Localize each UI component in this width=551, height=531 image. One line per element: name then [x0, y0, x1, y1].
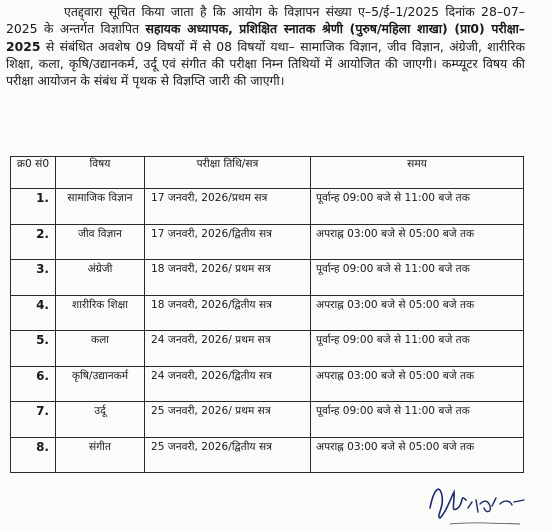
- serial-cell: 7.: [11, 402, 56, 438]
- subject-cell: उर्दू: [56, 402, 145, 438]
- table-row: [11, 295, 524, 331]
- header-subject: विषय: [56, 157, 145, 189]
- table-row: [11, 366, 524, 402]
- date-cell: 17 जनवरी, 2026/द्वितीय सत्र: [145, 224, 311, 260]
- serial-cell: 8.: [11, 437, 56, 473]
- time-cell: पूर्वान्ह 09:00 बजे से 11:00 बजे तक: [311, 189, 524, 225]
- subject-cell: शारीरिक शिक्षा: [56, 295, 145, 331]
- serial-cell: 4.: [11, 295, 56, 331]
- table-row: [11, 437, 524, 473]
- notice-exam-name: प्रशिक्षित स्नातक श्रेणी (पुरुष/महिला शाखा) (प्रा0) परीक्षा–2025: [6, 21, 525, 54]
- table-row: [11, 331, 524, 367]
- notice-line1: एतद्द्वारा सूचित किया जाता है कि आयोग के विज्ञापन संख्या: [64, 4, 352, 19]
- table-row: [11, 189, 524, 225]
- date-cell: 17 जनवरी, 2026/प्रथम सत्र: [145, 189, 311, 225]
- notice-paragraph: [6, 3, 525, 89]
- date-cell: 18 जनवरी, 2026/ प्रथम सत्र: [145, 260, 311, 296]
- date-cell: 25 जनवरी, 2026/ प्रथम सत्र: [145, 402, 311, 438]
- subject-cell: कृषि/उद्यानकर्म: [56, 366, 145, 402]
- notice-body: अवशेष 09 विषयों में से 08 विषयों यथा– सामाजिक विज्ञान, जीव विज्ञान, अंग्रेजी, शारीरिक शिक्षा, कला, कृषि/उद्यानकर्म, उर्दू एवं संगीत की परीक्षा निम्न तिथियों में आयोजित की जाएगी। कम्प्यूटर विषय की परीक्षा आयोजन के संबंध में पृथक से विज्ञप्ति जारी की जाएगी।: [6, 38, 525, 89]
- time-cell: अपराह्न 03:00 बजे से 05:00 बजे तक: [311, 437, 524, 473]
- serial-cell: 3.: [11, 260, 56, 296]
- notice-post-name: सहायक अध्यापक,: [145, 21, 233, 37]
- time-cell: पूर्वान्ह 09:00 बजे से 11:00 बजे तक: [311, 402, 524, 438]
- header-serial: क्र0 सं0: [11, 157, 56, 189]
- serial-cell: 2.: [11, 224, 56, 260]
- table-row: [11, 224, 524, 260]
- date-cell: 18 जनवरी, 2026/द्वितीय सत्र: [145, 295, 311, 331]
- serial-cell: 6.: [11, 366, 56, 402]
- time-cell: अपराह्न 03:00 बजे से 05:00 बजे तक: [311, 366, 524, 402]
- serial-cell: 5.: [11, 331, 56, 367]
- date-cell: 25 जनवरी, 2026/द्वितीय सत्र: [145, 437, 311, 473]
- header-time: समय: [311, 157, 524, 189]
- handwritten-signature: [420, 478, 530, 528]
- subject-cell: कला: [56, 331, 145, 367]
- time-cell: पूर्वान्ह 09:00 बजे से 11:00 बजे तक: [311, 260, 524, 296]
- subject-cell: जीव विज्ञान: [56, 224, 145, 260]
- table-row: [11, 260, 524, 296]
- subject-cell: अंग्रेजी: [56, 260, 145, 296]
- date-cell: 24 जनवरी, 2026/द्वितीय सत्र: [145, 366, 311, 402]
- notice-line3: से संबंधित: [45, 38, 93, 54]
- subject-cell: संगीत: [56, 437, 145, 473]
- subject-cell: सामाजिक विज्ञान: [56, 189, 145, 225]
- exam-schedule-table: [10, 156, 524, 473]
- serial-cell: 1.: [11, 189, 56, 225]
- table-row: [11, 402, 524, 438]
- table-header-row: [11, 157, 524, 189]
- header-date-session: परीक्षा तिथि/सत्र: [145, 157, 311, 189]
- time-cell: अपराह्न 03:00 बजे से 05:00 बजे तक: [311, 224, 524, 260]
- notice-line2: ए–5/ई–1/2025 दिनांक 28–07–2025 के अन्तर्गत विज्ञापित: [6, 4, 525, 37]
- time-cell: पूर्वान्ह 09:00 बजे से 11:00 बजे तक: [311, 331, 524, 367]
- time-cell: अपराह्न 03:00 बजे से 05:00 बजे तक: [311, 295, 524, 331]
- date-cell: 24 जनवरी, 2026/ प्रथम सत्र: [145, 331, 311, 367]
